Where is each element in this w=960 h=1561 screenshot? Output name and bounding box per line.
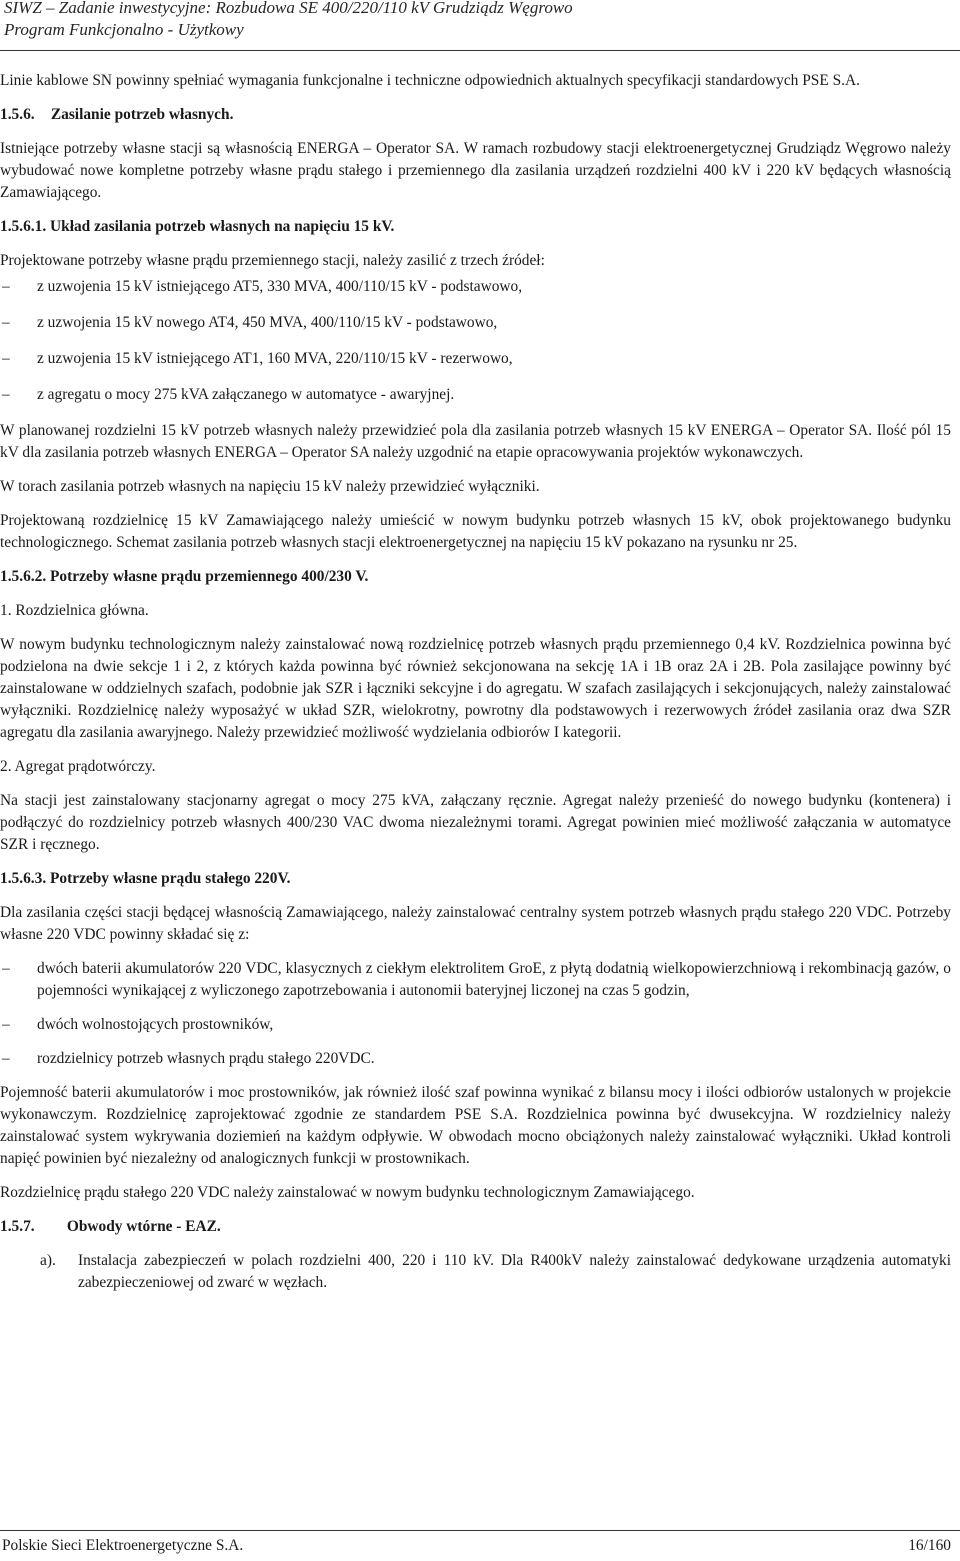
dash-bullet-icon: – [2,386,10,403]
list-item: a). Instalacja zabezpieczeń w polach rozdzielni 400, 220 i 110 kV. Dla R400kV należy zainstalować dedykowane urządzenia automatyki zabezpieczeniowej od zwarć w węzłach. [40,1252,951,1291]
paragraph-rozdzielnia-15kv: W planowanej rozdzielni 15 kV potrzeb własnych należy przewidzieć pola dla zasilania potrzeb własnych 15 kV ENERGA – Operator SA. Ilość pól 15 kV dla zasilania potrzeb własnych ENERGA – Operator SA należy uzgodnić na etapie opracowywania projektów wykonawczych. [0,422,951,461]
subheading-agregat: 2. Agregat prądotwórczy. [0,758,156,775]
paragraph-1-5-6: Istniejące potrzeby własne stacji są własnością ENERGA – Operator SA. W ramach rozbudowy stacji elektroenergetycznej Grudziądz Węgrowo należy wybudować nowe kompletne potrzeby własne prądu stałego i przemiennego dla zasilania urządzeń rozdzielni 400 kV i 220 kV będących własnością Zamawiającego. [0,140,951,201]
paragraph-agregat: Na stacji jest zainstalowany stacjonarny agregat o mocy 275 kVA, załączany ręcznie. Agregat należy przenieść do nowego budynku (kontenera) i podłączyć do rozdzielnicy potrzeb własnych 400/230 VAC dwoma niezależnymi torami. Agregat powinien mieć możliwość załączania w automatyce SZR i ręcznego. [0,792,951,853]
list-item: – dwóch wolnostojących prostowników, [0,1014,951,1036]
paragraph-rozdzielnice-dc: Rozdzielnicę prądu stałego 220 VDC należy zainstalować w nowym budynku technologicznym Zamawiającego. [0,1184,695,1201]
list-item: – rozdzielnicy potrzeb własnych prądu stałego 220VDC. [0,1048,951,1070]
paragraph-1-5-6-3: Dla zasilania części stacji będącej własnością Zamawiającego, należy zainstalować centralny system potrzeb własnych prądu stałego 220 VDC. Potrzeby własne 220 VDC powinny składać się z: [0,904,951,943]
heading-1-5-6-3: 1.5.6.3. Potrzeby własne prądu stałego 220V. [0,870,291,887]
dash-bullet-icon: – [2,1016,10,1033]
header-subtitle: Program Funkcjonalno - Użytkowy [4,20,244,39]
dash-bullet-icon: – [2,278,10,295]
heading-1-5-6-2: 1.5.6.2. Potrzeby własne prądu przemiennego 400/230 V. [0,568,369,585]
sources-list [0,276,951,406]
footer-company: Polskie Sieci Elektroenergetyczne S.A. [2,1537,244,1554]
header-rule [0,50,960,51]
dash-bullet-icon: – [2,960,10,977]
heading-number: 1.5.7. [0,1218,35,1235]
paragraph-projektowana: Projektowaną rozdzielnicę 15 kV Zamawiającego należy umieścić w nowym budynku potrzeb własnych 15 kV, obok projektowanego budynku technologicznego. Schemat zasilania potrzeb własnych stacji elektroenergetycznej na napięciu 15 kV pokazano na rysunku nr 25. [0,512,951,551]
list-item: – dwóch baterii akumulatorów 220 VDC, klasycznych z ciekłym elektrolitem GroE, z płytą dodatnią wielkopowierzchniową i rekombinacją gazów, o pojemności wynikającej z wyliczonego zapotrzebowania i autonomii bateryjnej liczonej na czas 5 godzin, [2,960,951,999]
document-body [0,70,951,1294]
heading-1-5-6-1: 1.5.6.1. Układ zasilania potrzeb własnych na napięciu 15 kV. [0,218,395,235]
list-item: – z uzwojenia 15 kV nowego AT4, 450 MVA, 400/110/15 kV - podstawowo, [0,312,951,334]
dash-bullet-icon: – [2,314,10,331]
header-title: SIWZ – Zadanie inwestycyjne: Rozbudowa SE 400/220/110 kV Grudziądz Węgrowo [4,0,573,17]
paragraph-tory: W torach zasilania potrzeb własnych na napięciu 15 kV należy przewidzieć wyłączniki. [0,478,540,495]
paragraph-pojemnosc: Pojemność baterii akumulatorów i moc prostowników, jak również ilość szaf powinna wynikać z bilansu mocy i ilości odbiorów ustalonych w projekcie wykonawczym. Rozdzielnicę zaprojektować zgodnie ze standardem PSE S.A. Rozdzielnica powinna być dwusekcyjna. W rozdzielnicy należy zainstalować system wykrywania doziemień na każdym odpływie. W obwodach mocno obciążonych należy zainstalować wyłączniki. Układ kontroli napięć powinien być niezależny od analogicznych funkcji w prostownikach. [0,1084,951,1167]
list-item: – z uzwojenia 15 kV istniejącego AT5, 330 MVA, 400/110/15 kV - podstawowo, [0,276,951,298]
list-marker: a). [40,1252,56,1269]
heading-1-5-7 [0,1216,951,1238]
paragraph-1-5-6-1: Projektowane potrzeby własne prądu przemiennego stacji, należy zasilić z trzech źródeł: [0,252,545,269]
eaz-list [0,1250,951,1294]
list-item: – z uzwojenia 15 kV istniejącego AT1, 160 MVA, 220/110/15 kV - rezerwowo, [0,348,951,370]
dash-bullet-icon: – [2,1050,10,1067]
footer-rule [0,1530,960,1531]
heading-title: Zasilanie potrzeb własnych. [50,106,234,123]
dash-bullet-icon: – [2,350,10,367]
heading-title: Obwody wtórne - EAZ. [66,1218,221,1235]
heading-1-5-6 [0,104,951,126]
list-item: – z agregatu o mocy 275 kVA załączanego w automatyce - awaryjnej. [0,384,951,406]
subheading-rozdzielnica-glowna: 1. Rozdzielnica główna. [0,602,149,619]
heading-number: 1.5.6. [0,106,35,123]
page-number: 16/160 [908,1537,951,1554]
paragraph-rozdzielnica-glowna: W nowym budynku technologicznym należy zainstalować nową rozdzielnicę potrzeb własnych prądu przemiennego 0,4 kV. Rozdzielnica powinna być podzielona na dwie sekcje 1 i 2, z których każda powinna być również sekcjonowana na sekcję 1A i 1B oraz 2A i 2B. Pola zasilające powinny być zainstalowane w oddzielnych szafach, podobnie jak SZR i łączniki sekcyjne i do agregatu. W szafach zasilających i sekcjonujących, należy zainstalować wyłączniki. Rozdzielnicę należy wyposażyć w układ SZR, wielokrotny, powrotny dla podstawowych i rezerwowych źródeł zasilania oraz dwa SZR agregatu dla zasilania awaryjnego. Należy przewidzieć możliwość wydzielania odbiorów I kategorii. [0,636,951,741]
dc-items-list [0,958,951,1070]
paragraph-intro: Linie kablowe SN powinny spełniać wymagania funkcjonalne i techniczne odpowiednich aktualnych specyfikacji standardowych PSE S.A. [0,72,860,89]
